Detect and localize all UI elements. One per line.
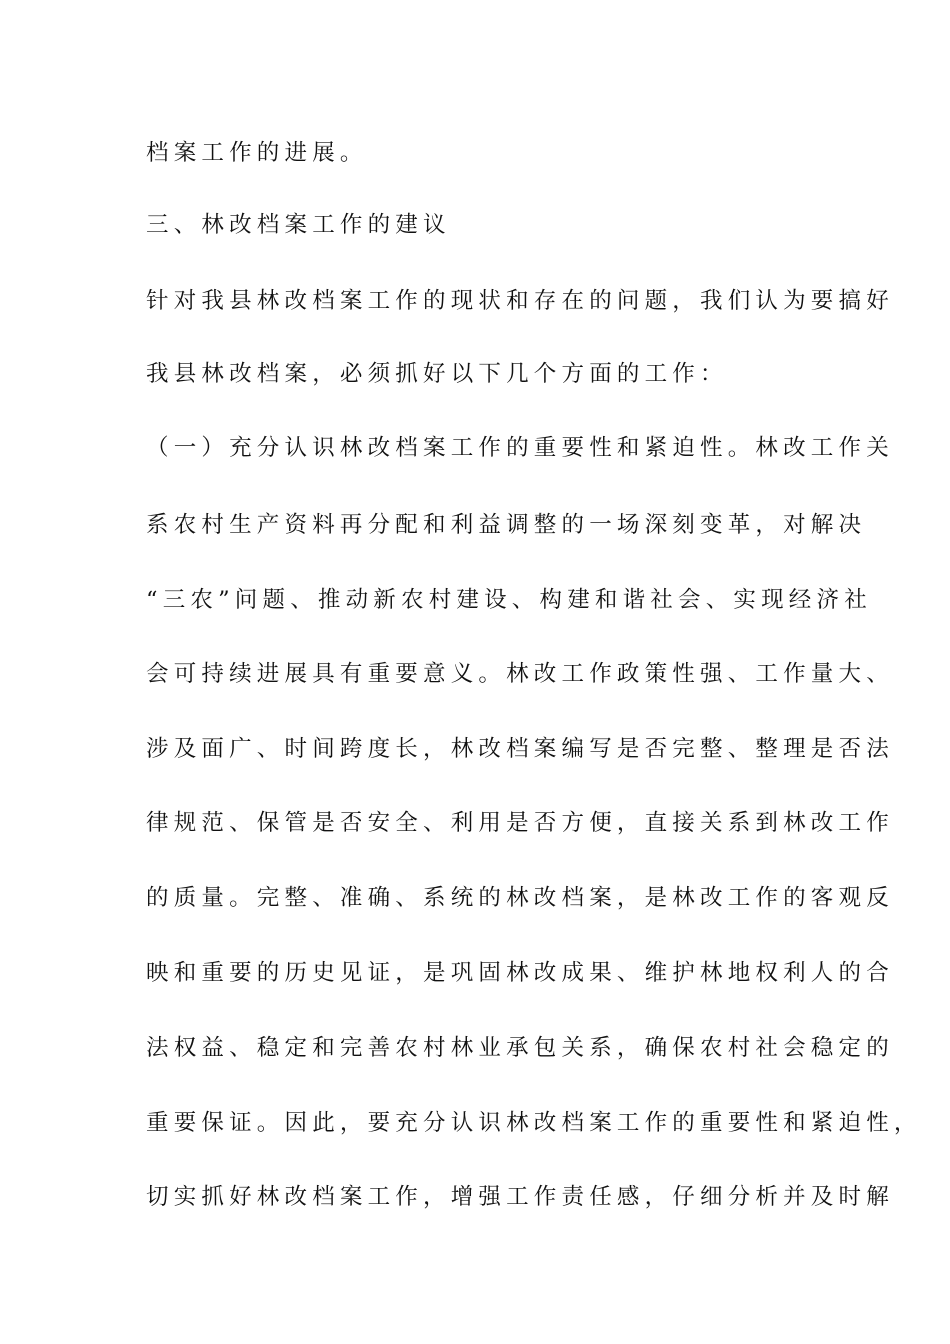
paragraph-line: 涉及面广、时间跨度长，林改档案编写是否完整、整理是否法 [146, 736, 894, 762]
paragraph-line: 系农村生产资料再分配和利益调整的一场深刻变革，对解决 [146, 512, 867, 538]
paragraph-line: 我县林改档案，必须抓好以下几个方面的工作： [146, 361, 728, 387]
paragraph-line: 的质量。完整、准确、系统的林改档案，是林改工作的客观反 [146, 885, 894, 911]
paragraph-line: 律规范、保管是否安全、利用是否方便，直接关系到林改工作 [146, 810, 894, 836]
paragraph-line: 映和重要的历史见证，是巩固林改成果、维护林地权利人的合 [146, 960, 894, 986]
paragraph-line: 法权益、稳定和完善农村林业承包关系，确保农村社会稳定的 [146, 1035, 894, 1061]
paragraph-line: “三农”问题、推动新农村建设、构建和谐社会、实现经济社 [146, 587, 872, 613]
section-heading: 三、林改档案工作的建议 [146, 212, 451, 238]
paragraph-line: 档案工作的进展。 [146, 140, 368, 166]
paragraph-line: 会可持续进展具有重要意义。林改工作政策性强、工作量大、 [146, 661, 894, 687]
paragraph-line: 针对我县林改档案工作的现状和存在的问题，我们认为要搞好 [146, 288, 894, 314]
paragraph-line: 重要保证。因此，要充分认识林改档案工作的重要性和紧迫性， [146, 1110, 922, 1136]
paragraph-line: （一）充分认识林改档案工作的重要性和紧迫性。林改工作关 [146, 435, 894, 461]
paragraph-line: 切实抓好林改档案工作，增强工作责任感，仔细分析并及时解 [146, 1184, 894, 1210]
